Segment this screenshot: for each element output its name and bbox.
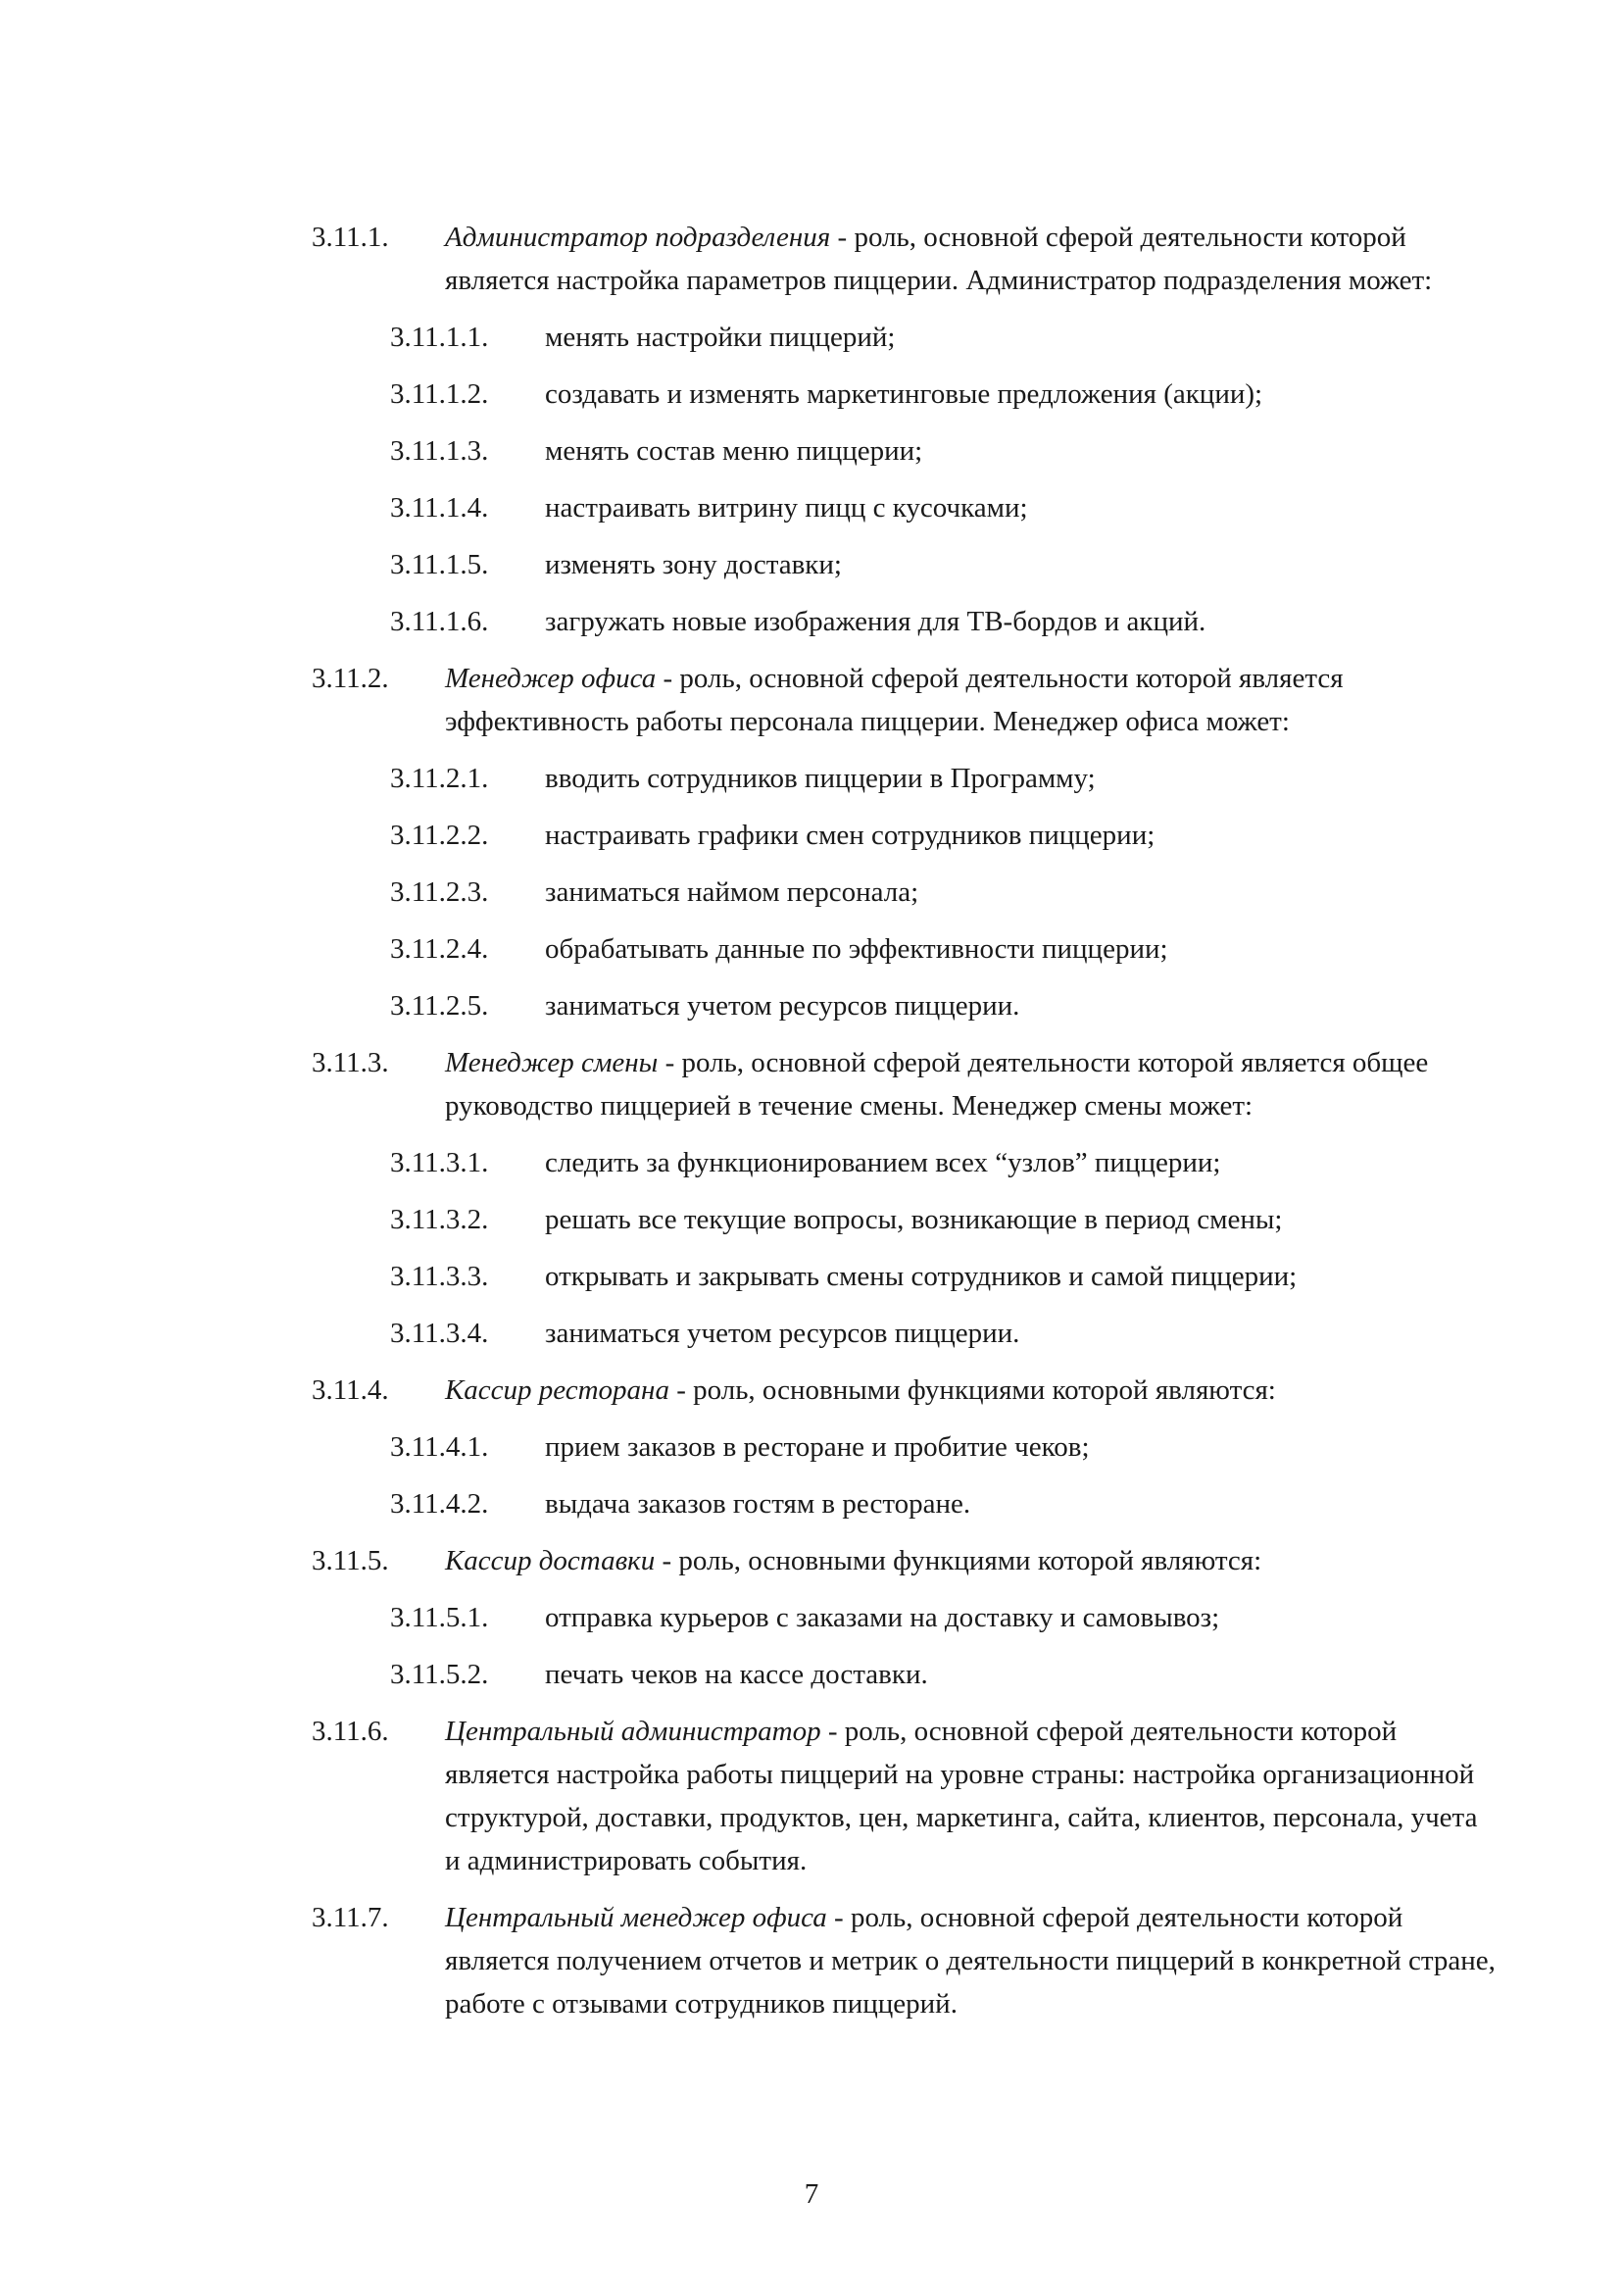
sub-list (0, 1425, 1623, 1525)
list-item (0, 814, 1623, 857)
item-text: менять настройки пиццерий; (545, 322, 896, 353)
section-heading (0, 1369, 1623, 1412)
list-item (0, 543, 1623, 586)
section-heading (0, 1041, 1623, 1127)
document-body (0, 216, 1623, 2039)
section-heading (0, 1896, 1623, 2025)
item-text: настраивать витрину пицц с кусочками; (545, 492, 1028, 524)
list-item (0, 1141, 1623, 1184)
role-name: Менеджер смены (445, 1047, 659, 1078)
item-text: загружать новые изображения для ТВ-бордов и акций. (545, 606, 1206, 637)
list-item (0, 927, 1623, 971)
role-name: Администратор подразделения (445, 222, 831, 253)
section-number: 3.11.5. (312, 1545, 389, 1576)
section-number: 3.11.7. (312, 1902, 389, 1933)
item-number: 3.11.3.3. (390, 1261, 489, 1292)
section-3-11-6 (0, 1710, 1623, 1882)
item-number: 3.11.3.4. (390, 1318, 489, 1349)
role-description: - роль, основной сферой деятельности которой является получением отчетов и метрик о деятельности пиццерий в конкретной стране, работе с отзывами сотрудников пиццерий. (445, 1902, 1496, 2020)
page-number: 7 (804, 2178, 819, 2210)
item-text: создавать и изменять маркетинговые предложения (акции); (545, 378, 1263, 410)
role-description: - роль, основной сферой деятельности которой является эффективность работы персонала пиццерии. Менеджер офиса может: (445, 663, 1344, 737)
item-text: заниматься учетом ресурсов пиццерии. (545, 990, 1020, 1022)
item-text: менять состав меню пиццерии; (545, 435, 923, 467)
sub-list (0, 316, 1623, 643)
item-number: 3.11.2.5. (390, 990, 489, 1022)
item-text: печать чеков на кассе доставки. (545, 1659, 928, 1690)
section-number: 3.11.3. (312, 1047, 389, 1078)
list-item (0, 486, 1623, 529)
role-description: - роль, основными функциями которой являются: (668, 1374, 1276, 1406)
section-heading (0, 1539, 1623, 1582)
role-name: Менеджер офиса (445, 663, 657, 694)
item-number: 3.11.2.1. (390, 763, 489, 794)
role-name: Кассир ресторана (445, 1374, 669, 1406)
section-heading (0, 657, 1623, 743)
role-name: Кассир доставки (445, 1545, 656, 1576)
item-text: следить за функционированием всех “узлов” пиццерии; (545, 1147, 1221, 1178)
item-text: настраивать графики смен сотрудников пиццерии; (545, 820, 1156, 851)
role-description: - роль, основной сферой деятельности которой является настройка параметров пиццерии. Администратор подразделения может: (445, 222, 1433, 296)
section-heading (0, 1710, 1623, 1882)
item-text: решать все текущие вопросы, возникающие в период смены; (545, 1204, 1283, 1235)
section-number: 3.11.1. (312, 222, 389, 253)
section-heading (0, 216, 1623, 302)
sub-list (0, 1141, 1623, 1355)
item-number: 3.11.5.1. (390, 1602, 489, 1633)
list-item (0, 984, 1623, 1027)
item-number: 3.11.3.1. (390, 1147, 489, 1178)
item-number: 3.11.2.2. (390, 820, 489, 851)
section-number: 3.11.6. (312, 1716, 389, 1747)
item-number: 3.11.1.3. (390, 435, 489, 467)
section-3-11-2 (0, 657, 1623, 1027)
item-text: изменять зону доставки; (545, 549, 842, 580)
list-item (0, 1425, 1623, 1469)
list-item (0, 1653, 1623, 1696)
section-3-11-4 (0, 1369, 1623, 1525)
item-number: 3.11.2.4. (390, 933, 489, 965)
item-number: 3.11.4.1. (390, 1431, 489, 1463)
item-number: 3.11.1.2. (390, 378, 489, 410)
item-number: 3.11.4.2. (390, 1488, 489, 1520)
sub-list (0, 757, 1623, 1027)
role-name: Центральный менеджер офиса (445, 1902, 827, 1933)
list-item (0, 1312, 1623, 1355)
section-3-11-3 (0, 1041, 1623, 1355)
role-name: Центральный администратор (445, 1716, 821, 1747)
item-text: обрабатывать данные по эффективности пиццерии; (545, 933, 1168, 965)
list-item (0, 1596, 1623, 1639)
item-text: заниматься наймом персонала; (545, 876, 919, 908)
list-item (0, 373, 1623, 416)
item-number: 3.11.1.5. (390, 549, 489, 580)
list-item (0, 1255, 1623, 1298)
role-description: - роль, основной сферой деятельности которой является настройка работы пиццерий на уровне страны: настройка организационной структурой, доставки, продуктов, цен, маркетинга, сайта, клиентов, персонала, учета и администрировать события. (445, 1716, 1478, 1876)
item-number: 3.11.1.4. (390, 492, 489, 524)
item-text: прием заказов в ресторане и пробитие чеков; (545, 1431, 1090, 1463)
sub-list (0, 1596, 1623, 1696)
item-number: 3.11.5.2. (390, 1659, 489, 1690)
item-number: 3.11.1.1. (390, 322, 489, 353)
list-item (0, 429, 1623, 473)
item-text: заниматься учетом ресурсов пиццерии. (545, 1318, 1020, 1349)
item-number: 3.11.2.3. (390, 876, 489, 908)
section-3-11-7 (0, 1896, 1623, 2025)
section-3-11-1 (0, 216, 1623, 643)
list-item (0, 600, 1623, 643)
item-number: 3.11.1.6. (390, 606, 489, 637)
item-number: 3.11.3.2. (390, 1204, 489, 1235)
item-text: отправка курьеров с заказами на доставку и самовывоз; (545, 1602, 1220, 1633)
list-item (0, 757, 1623, 800)
section-3-11-5 (0, 1539, 1623, 1696)
section-number: 3.11.2. (312, 663, 389, 694)
list-item (0, 316, 1623, 359)
role-description: - роль, основной сферой деятельности которой является общее руководство пиццерией в течение смены. Менеджер смены может: (445, 1047, 1429, 1122)
list-item (0, 871, 1623, 914)
list-item (0, 1198, 1623, 1241)
item-text: выдача заказов гостям в ресторане. (545, 1488, 971, 1520)
section-number: 3.11.4. (312, 1374, 389, 1406)
item-text: вводить сотрудников пиццерии в Программу; (545, 763, 1096, 794)
list-item (0, 1482, 1623, 1525)
item-text: открывать и закрывать смены сотрудников и самой пиццерии; (545, 1261, 1298, 1292)
role-description: - роль, основными функциями которой являются: (655, 1545, 1262, 1576)
